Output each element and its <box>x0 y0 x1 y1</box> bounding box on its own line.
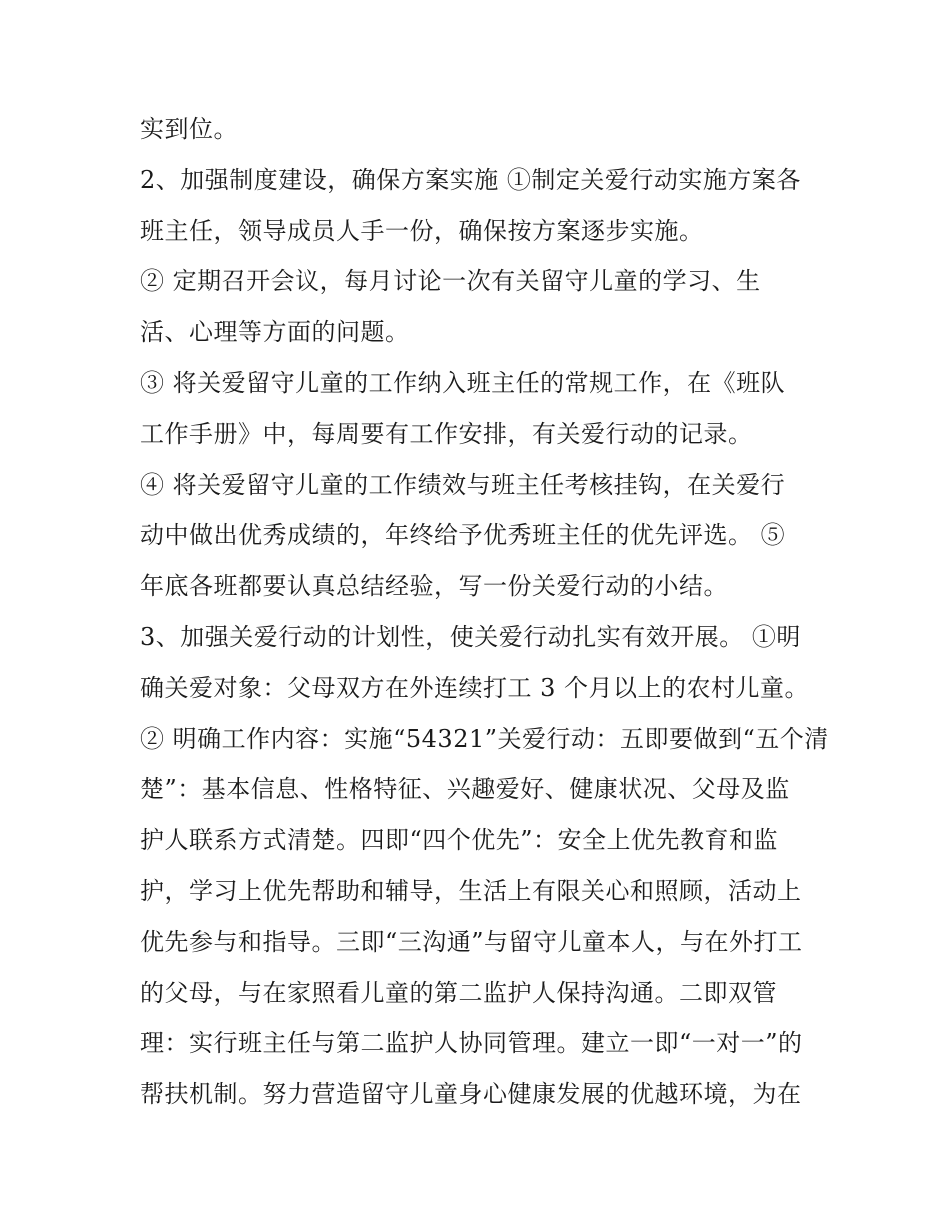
text-line-18: 的父母，与在家照看儿童的第二监护人保持沟通。二即双管 <box>140 978 777 1007</box>
text-line-10: 年底各班都要认真总结经验，写一份关爱行动的小结。 <box>140 572 728 601</box>
text-line-15: 护人联系方式清楚。四即“四个优先”：安全上优先教育和监 <box>140 826 779 855</box>
text-line-8: ④ 将关爱留守儿童的工作绩效与班主任考核挂钩，在关爱行 <box>140 470 786 499</box>
text-line-6: ③ 将关爱留守儿童的工作纳入班主任的常规工作，在《班队 <box>140 368 786 397</box>
text-line-5: 活、心理等方面的问题。 <box>140 318 410 347</box>
text-line-2: 2、加强制度建设，确保方案实施 ①制定关爱行动实施方案各 <box>140 165 801 194</box>
text-line-20: 帮扶机制。努力营造留守儿童身心健康发展的优越环境，为在 <box>140 1080 802 1109</box>
document-body <box>140 104 830 1120</box>
text-line-19: 理：实行班主任与第二监护人协同管理。建立一即“一对一”的 <box>140 1029 803 1058</box>
text-line-9: 动中做出优秀成绩的，年终给予优秀班主任的优先评选。 ⑤ <box>140 521 786 550</box>
text-line-17: 优先参与和指导。三即“三沟通”与留守儿童本人，与在外打工 <box>140 927 803 956</box>
text-line-4: ② 定期召开会议，每月讨论一次有关留守儿童的学习、生 <box>140 267 761 296</box>
text-line-16: 护，学习上优先帮助和辅导，生活上有限关心和照顾，活动上 <box>140 876 802 905</box>
text-line-3: 班主任，领导成员人手一份，确保按方案逐步实施。 <box>140 216 704 245</box>
text-line-14: 楚”：基本信息、性格特征、兴趣爱好、健康状况、父母及监 <box>140 775 790 804</box>
text-line-13: ② 明确工作内容：实施“54321”关爱行动：五即要做到“五个清 <box>140 724 829 753</box>
text-line-1: 实到位。 <box>140 115 238 143</box>
text-line-11: 3、加强关爱行动的计划性，使关爱行动扎实有效开展。 ①明 <box>140 622 801 651</box>
text-line-12: 确关爱对象：父母双方在外连续打工 3 个月以上的农村儿童。 <box>140 673 810 702</box>
text-line-7: 工作手册》中，每周要有工作安排，有关爱行动的记录。 <box>140 419 753 448</box>
